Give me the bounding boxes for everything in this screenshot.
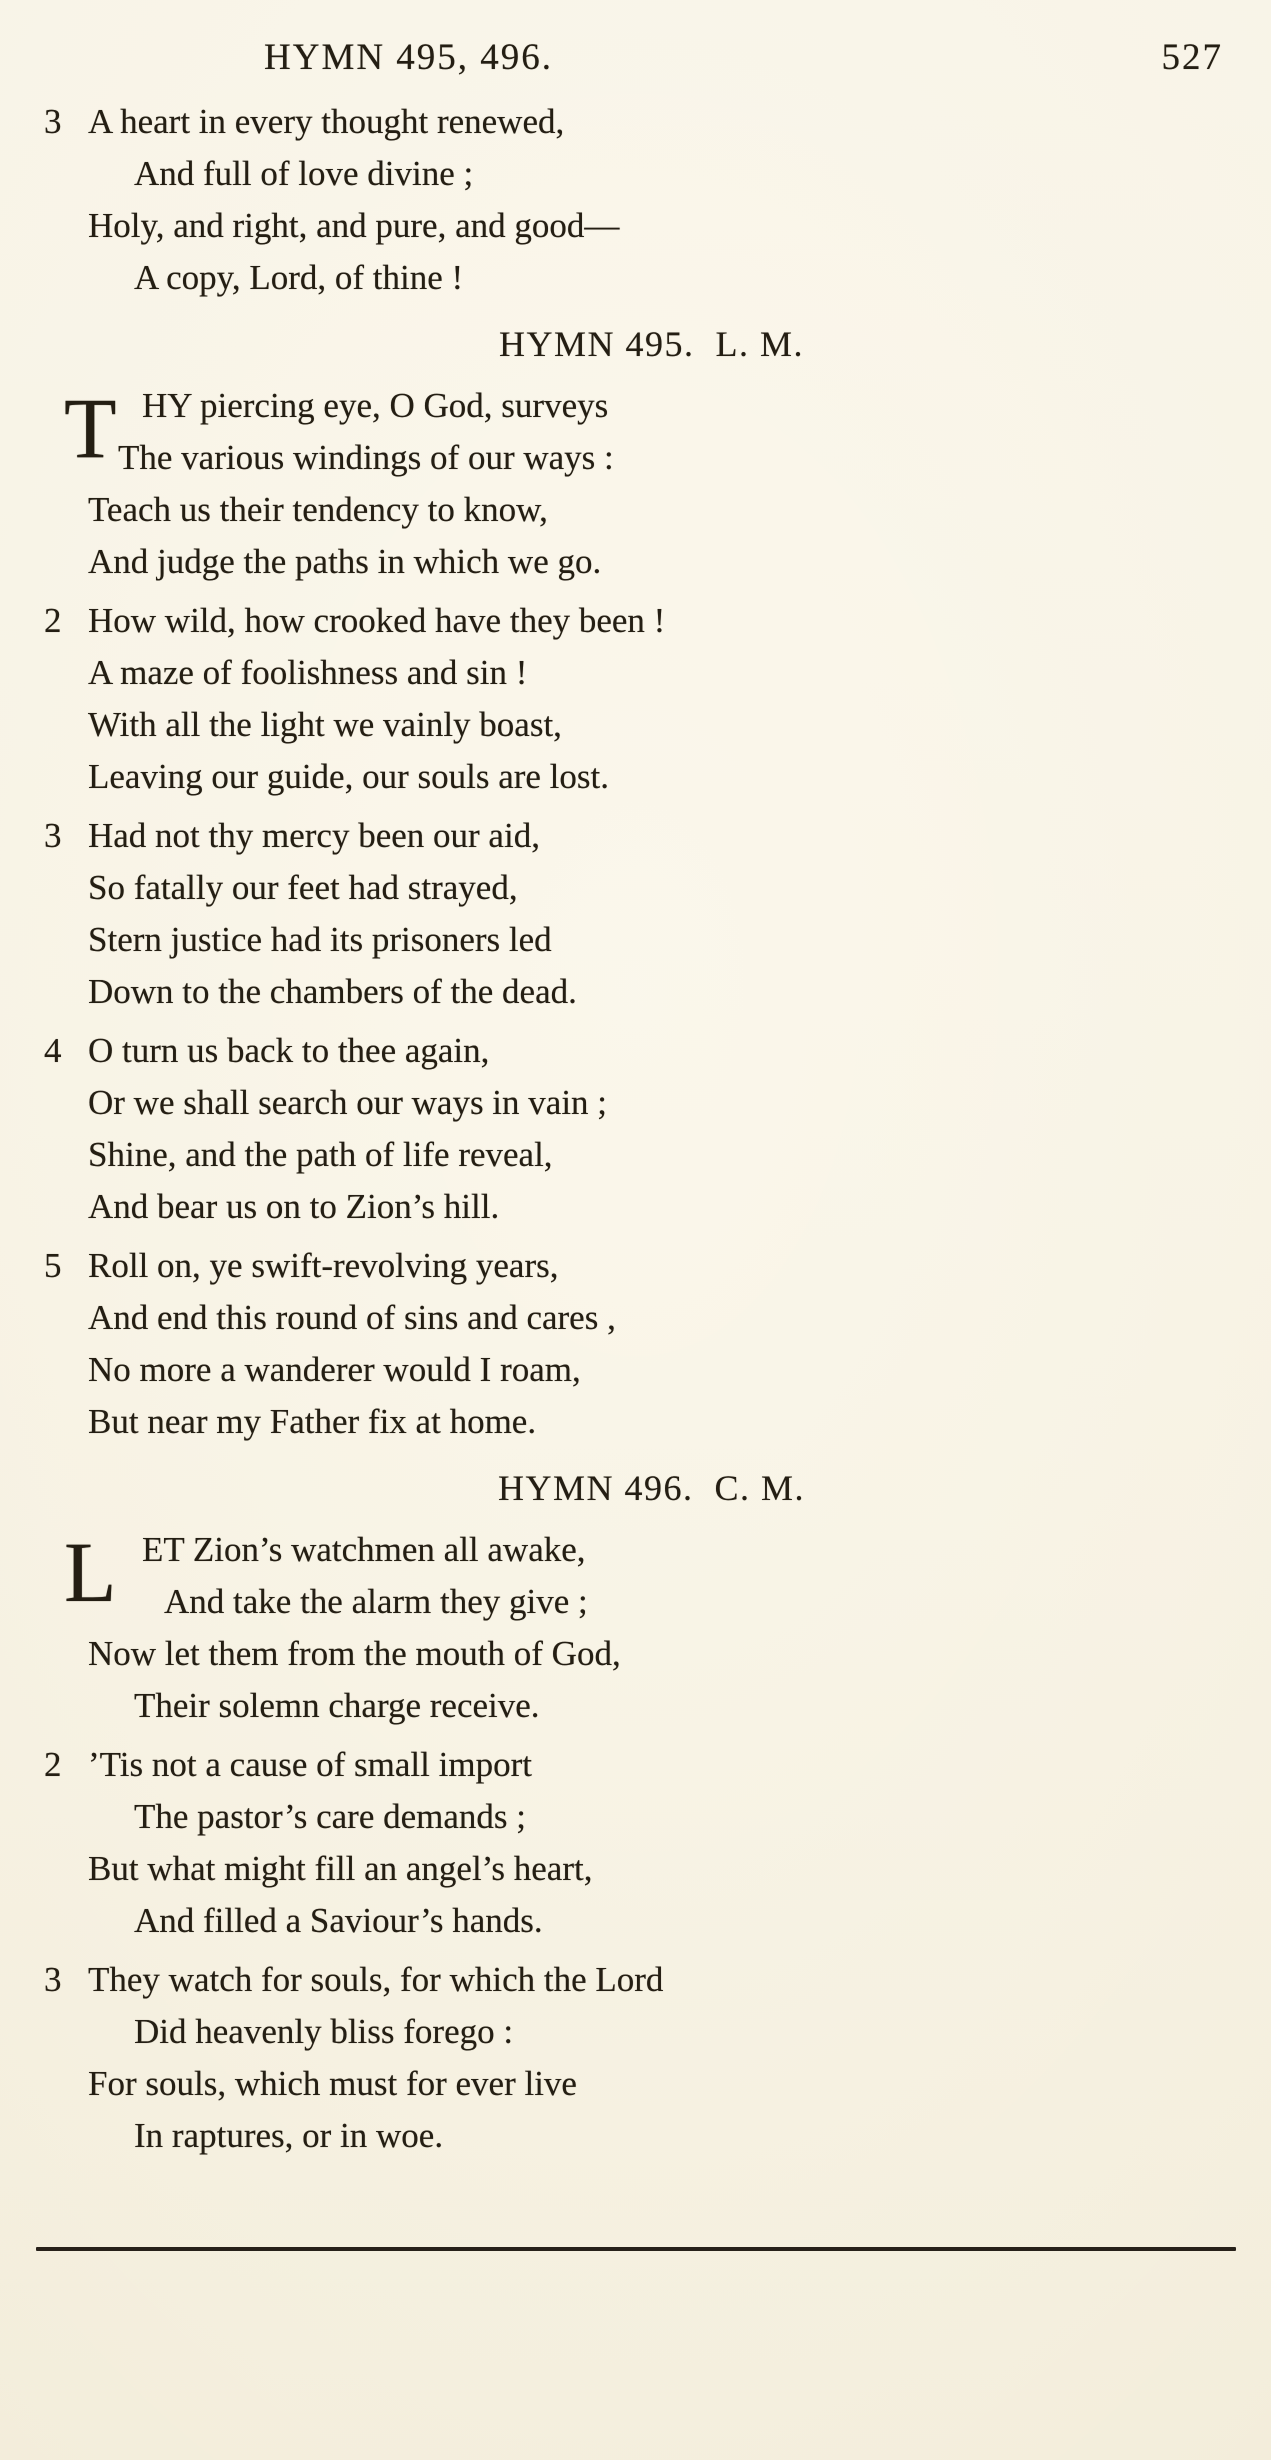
hymn-verse	[44, 1954, 1215, 2162]
verse-line: A heart in every thought renewed,	[88, 102, 565, 141]
verse-line: How wild, how crooked have they been !	[88, 601, 666, 640]
verse-line: Shine, and the path of life reveal,	[88, 1135, 553, 1174]
verse-line: O turn us back to thee again,	[88, 1031, 490, 1070]
verse-number: 4	[44, 1031, 62, 1070]
verse-line: They watch for souls, for which the Lord	[88, 1960, 664, 1999]
verse-line: Stern justice had its prisoners led	[88, 920, 552, 959]
drop-cap: L	[64, 1524, 117, 1620]
hymn-verse	[44, 810, 1215, 1018]
verse-line: But near my Father fix at home.	[88, 1402, 537, 1441]
verse-line: For souls, which must for ever live	[88, 2064, 577, 2103]
verse-line: And take the alarm they give ;	[164, 1582, 588, 1621]
bottom-rule	[36, 2247, 1236, 2251]
verse-line: Or we shall search our ways in vain ;	[88, 1083, 608, 1122]
hymn-verse	[64, 380, 1215, 588]
drop-cap: T	[64, 380, 117, 476]
verse-line: ET Zion’s watchmen all awake,	[142, 1530, 586, 1569]
verse-number: 3	[44, 102, 62, 141]
verse-line: And full of love divine ;	[134, 154, 474, 193]
running-head	[0, 36, 1271, 86]
hymn-verse	[44, 1240, 1215, 1448]
hymn-title: HYMN 496. C. M.	[497, 1468, 806, 1508]
hymn-text-block	[44, 96, 1215, 2169]
verse-line: HY piercing eye, O God, surveys	[142, 386, 609, 425]
verse-line: Leaving our guide, our souls are lost.	[88, 757, 610, 796]
verse-line: Down to the chambers of the dead.	[88, 972, 577, 1011]
page-number: 527	[1161, 37, 1223, 78]
verse-number: 2	[44, 1745, 62, 1784]
verse-line: The various windings of our ways :	[118, 438, 614, 477]
verse-line: And judge the paths in which we go.	[88, 542, 602, 581]
verse-line: And bear us on to Zion’s hill.	[88, 1187, 500, 1226]
verse-line: Holy, and right, and pure, and good—	[88, 206, 620, 245]
hymn-title: HYMN 495. L. M.	[498, 324, 804, 364]
hymn-verse	[44, 1739, 1215, 1947]
verse-line: Roll on, ye swift-revolving years,	[88, 1246, 559, 1285]
verse-number: 5	[44, 1246, 62, 1285]
verse-line: In raptures, or in woe.	[134, 2116, 444, 2155]
hymn-verse	[64, 1524, 1215, 1732]
verse-line: Now let them from the mouth of God,	[88, 1634, 621, 1673]
verse-line: And end this round of sins and cares ,	[88, 1298, 616, 1337]
verse-line: ’Tis not a cause of small import	[88, 1745, 532, 1784]
verse-line: And filled a Saviour’s hands.	[134, 1901, 543, 1940]
verse-line: The pastor’s care demands ;	[134, 1797, 526, 1836]
verse-line: A copy, Lord, of thine !	[134, 258, 464, 297]
hymn-verse	[44, 1025, 1215, 1233]
verse-line: With all the light we vainly boast,	[88, 705, 562, 744]
running-head-title: HYMN 495, 496.	[264, 37, 554, 78]
verse-line: But what might fill an angel’s heart,	[88, 1849, 593, 1888]
verse-line: Had not thy mercy been our aid,	[88, 816, 540, 855]
verse-line: So fatally our feet had strayed,	[88, 868, 518, 907]
verse-line: Teach us their tendency to know,	[88, 490, 548, 529]
verse-number: 3	[44, 1960, 62, 1999]
verse-line: Did heavenly bliss forego :	[134, 2012, 514, 2051]
verse-number: 3	[44, 816, 62, 855]
hymn-verse	[44, 595, 1215, 803]
verse-line: Their solemn charge receive.	[134, 1686, 540, 1725]
hymn-verse	[44, 96, 1215, 304]
verse-line: A maze of foolishness and sin !	[88, 653, 528, 692]
verse-line: No more a wanderer would I roam,	[88, 1350, 581, 1389]
verse-number: 2	[44, 601, 62, 640]
